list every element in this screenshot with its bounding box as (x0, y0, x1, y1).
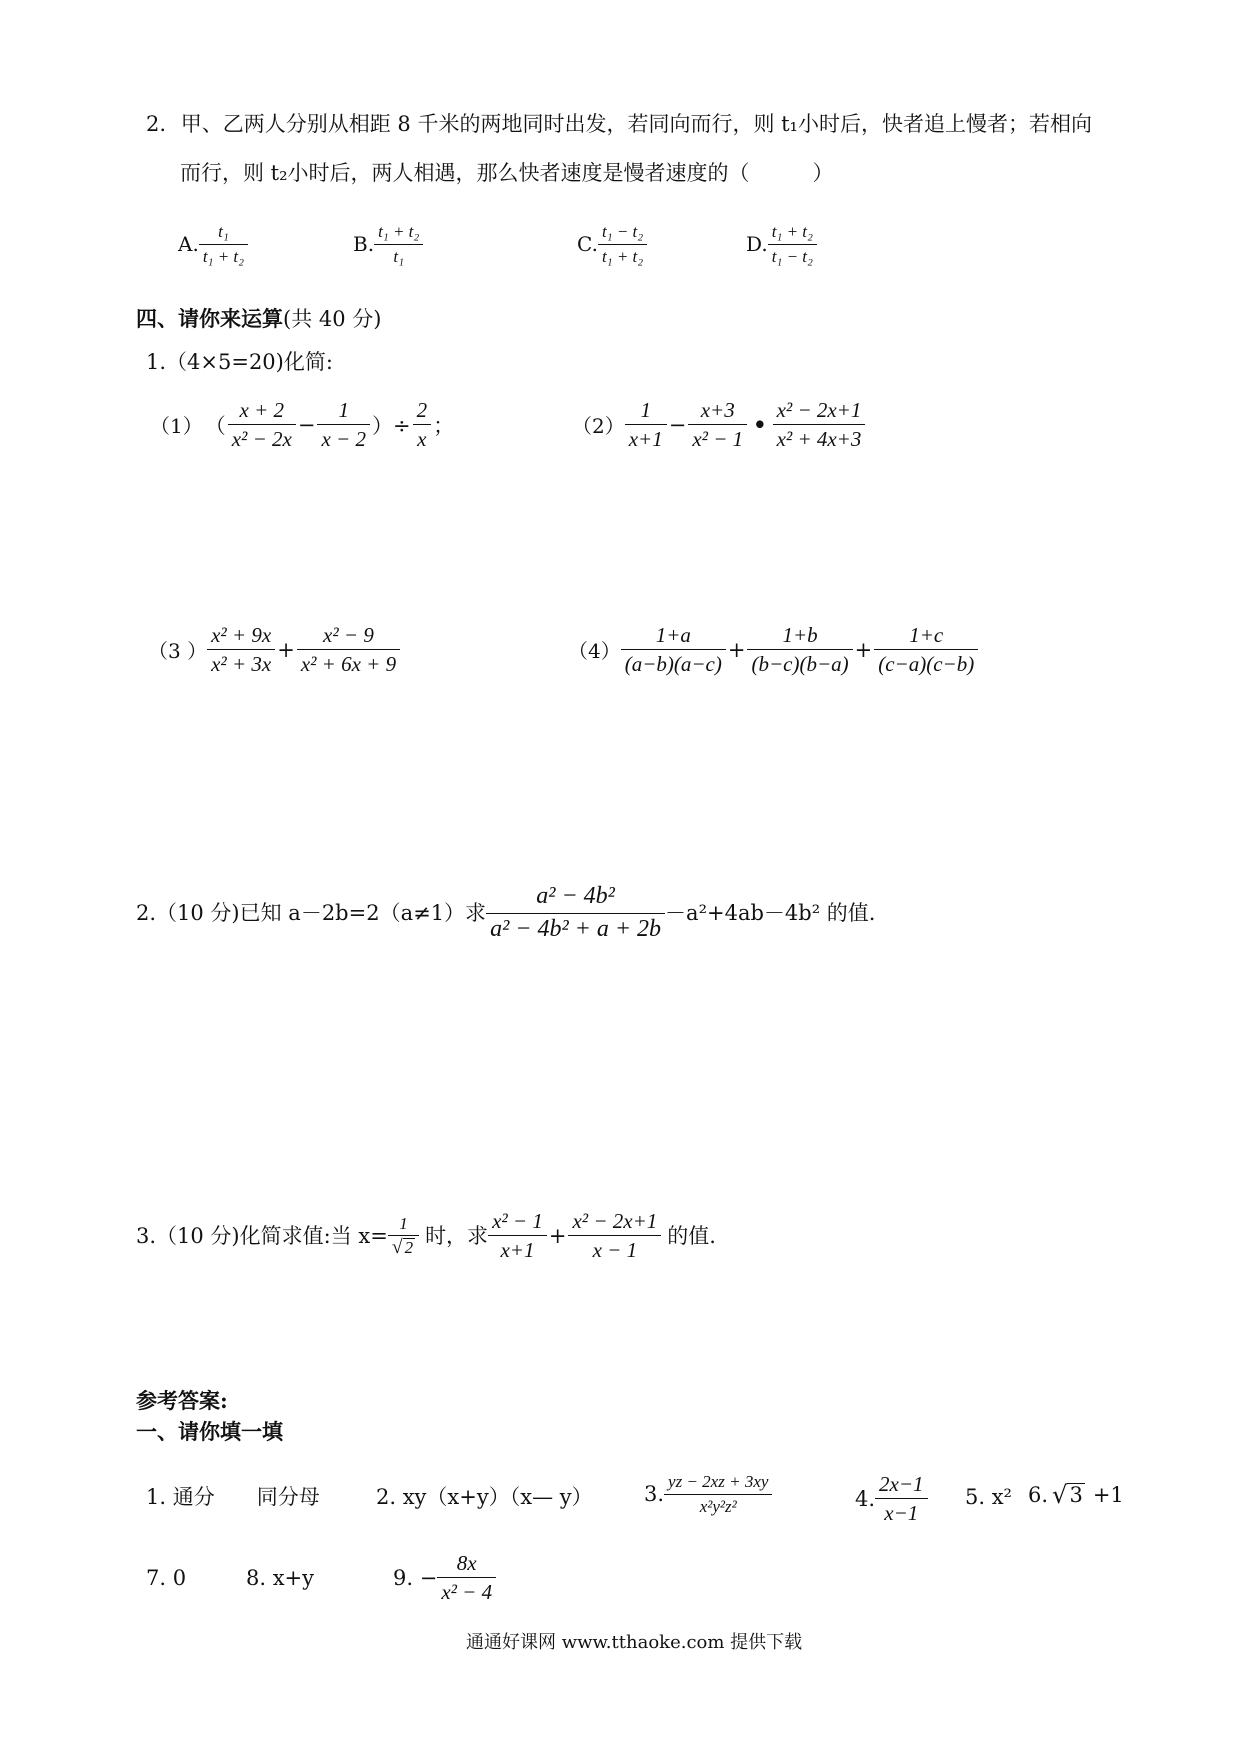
option-a[interactable] (178, 222, 248, 266)
q1-part2-frac1-num: 1 (640, 398, 651, 422)
option-c-den: t₁ + t₂ (601, 246, 644, 266)
section-4-heading (136, 305, 381, 333)
q2 (136, 883, 875, 943)
option-d-num: t₁ + t₂ (771, 222, 813, 241)
q1-part3 (148, 623, 400, 676)
answer-9-den: x² − 4 (441, 1580, 493, 1605)
q1-part1-frac3 (413, 398, 432, 451)
answers-title: 参考答案: (136, 1388, 228, 1413)
option-c-num: t₁ − t₂ (601, 222, 644, 241)
q1-part4-frac3-den: (c−a)(c−b) (878, 652, 975, 677)
answer-4-label: 4. (855, 1486, 876, 1511)
answer-3-label: 3. (644, 1482, 665, 1507)
q3-x-den (388, 1238, 419, 1258)
option-d-fraction (768, 222, 817, 266)
answer-6 (1028, 1481, 1124, 1509)
section-4-title: 四、请你来运算 (136, 306, 283, 331)
footer-source: 通通好课网 www.tthaoke.com 提供下载 (466, 1632, 803, 1653)
q3-mid: 时，求 (425, 1223, 489, 1248)
answer-3-num: yz − 2xz + 3xy (668, 1472, 769, 1491)
option-a-label: A. (178, 232, 199, 257)
answer-4 (855, 1472, 928, 1525)
q1-part1-frac1-den: x² − 2x (231, 427, 292, 452)
q1-part4-frac3 (874, 623, 978, 676)
q1-part2 (572, 398, 865, 451)
option-d-label: D. (746, 232, 768, 257)
q3-frac2-den: x − 1 (592, 1238, 638, 1263)
answer-3-fraction (664, 1472, 772, 1516)
answer-4-den: x−1 (884, 1501, 919, 1526)
problem-2-number: 2. (146, 112, 167, 136)
q1-part2-frac2-num: x+3 (700, 398, 735, 422)
q1-part1-frac2 (317, 398, 370, 451)
section-4-score: (共 40 分) (283, 307, 382, 331)
q3-x-num: 1 (399, 1213, 408, 1233)
option-a-fraction (199, 222, 248, 266)
q1-part4-frac1-den: (a−b)(a−c) (624, 652, 722, 677)
q3-x-radicand: 2 (404, 1238, 414, 1258)
answer-9-label: 9. − (393, 1565, 438, 1590)
option-c[interactable] (577, 222, 647, 266)
q1-part1-frac1-num: x + 2 (239, 398, 285, 422)
q1-heading: 1.（4×5=20)化简: (146, 350, 333, 374)
answer-5: 5. x² (965, 1485, 1012, 1509)
answer-9-fraction (437, 1551, 496, 1604)
q1-part4-plus1: + (727, 637, 746, 662)
q1-part4-frac2 (747, 623, 852, 676)
q2-prefix: 2.（10 分)已知 a－2b=2（a≠1）求 (136, 901, 487, 926)
q1-part4-frac1 (621, 623, 726, 676)
answers-section-1: 一、请你填一填 (136, 1419, 283, 1444)
q1-part3-frac1-den: x² + 3x (211, 652, 272, 677)
q1-part3-frac2 (297, 623, 400, 676)
q3 (136, 1209, 716, 1262)
q1-part3-frac1-num: x² + 9x (211, 623, 272, 647)
q1-part3-label: （3 ） (148, 639, 208, 664)
problem-2-text1: 甲、乙两人分别从相距 8 千米的两地同时出发，若同向而行，则 t₁小时后，快者追上慢者；若相向 (180, 112, 1092, 136)
option-a-num: t₁ (218, 222, 229, 241)
q1-part1-close: ）÷ (371, 413, 411, 438)
q1-part4-plus2: + (854, 637, 873, 662)
q1-part2-frac3-den: x² + 4x+3 (776, 427, 862, 452)
option-b[interactable] (353, 222, 423, 266)
answer-3-den: x²y²z² (699, 1496, 737, 1516)
option-a-den: t₁ + t₂ (202, 246, 245, 266)
q1-part4-frac1-num: 1+a (655, 623, 691, 647)
q2-den: a² − 4b² + a + 2b (490, 915, 662, 942)
q1-part2-minus: − (668, 412, 687, 437)
option-c-label: C. (577, 232, 598, 257)
q2-num: a² − 4b² (536, 883, 615, 909)
q3-frac1 (488, 1209, 547, 1262)
answer-9 (393, 1551, 496, 1604)
answer-1: 1. 通分 同分母 (146, 1485, 320, 1509)
q1-part2-frac1-den: x+1 (628, 427, 663, 452)
option-b-fraction (374, 222, 423, 266)
sqrt-icon: √ 3 (1052, 1480, 1083, 1509)
q3-suffix: 的值. (667, 1223, 716, 1248)
q2-fraction (486, 883, 665, 943)
option-c-fraction (598, 222, 647, 266)
q3-plus: + (548, 1223, 567, 1248)
q1-part2-frac3-num: x² − 2x+1 (776, 398, 862, 422)
q2-suffix: －a²+4ab－4b² 的值. (665, 901, 876, 926)
q1-part4 (568, 623, 978, 676)
q1-part2-frac1 (625, 398, 667, 451)
q1-part2-frac2-den: x² − 1 (692, 427, 744, 452)
q1-part1-frac1 (228, 398, 296, 451)
answer-9-num: 8x (456, 1551, 477, 1575)
q1-part4-frac2-num: 1+b (782, 623, 818, 647)
answer-6-suffix: +1 (1092, 1483, 1124, 1507)
q1-part1-frac2-den: x − 2 (321, 427, 366, 452)
option-d-den: t₁ − t₂ (771, 246, 813, 266)
q3-frac1-num: x² − 1 (492, 1209, 543, 1233)
q1-part1-end: ； (433, 413, 455, 438)
q1-part1-frac3-num: 2 (416, 398, 428, 422)
problem-2-line1 (146, 110, 1092, 138)
q3-x-value (388, 1214, 419, 1258)
answer-6-radicand: 3 (1069, 1482, 1083, 1507)
q3-frac1-den: x+1 (500, 1238, 535, 1263)
q1-part1-frac2-num: 1 (338, 398, 349, 422)
answer-4-fraction (875, 1472, 928, 1525)
q1-part3-frac2-den: x² + 6x + 9 (300, 652, 397, 677)
answer-8: 8. x+y (246, 1566, 315, 1590)
q1-part1 (150, 398, 456, 451)
option-b-den: t₁ (393, 246, 404, 266)
q1-part3-frac1 (207, 623, 275, 676)
q1-part3-plus: + (277, 637, 295, 662)
answer-6-label: 6. (1028, 1483, 1049, 1507)
q1-part4-label: （4） (568, 639, 621, 664)
q1-part1-open: （ (204, 413, 226, 438)
q3-prefix: 3.（10 分)化简求值:当 x= (136, 1223, 388, 1248)
answer-4-num: 2x−1 (879, 1472, 924, 1496)
answer-7: 7. 0 (146, 1566, 187, 1590)
answer-2: 2. xy（x+y）（x— y） (376, 1485, 593, 1509)
problem-2-line2: 而行，则 t₂小时后，两人相遇，那么快者速度是慢者速度的（ ） (180, 161, 834, 185)
q1-part2-frac2 (688, 398, 747, 451)
sqrt-icon: √ 2 (391, 1237, 414, 1259)
q1-part2-frac3 (773, 398, 866, 451)
q1-part2-label: （2） (572, 414, 625, 439)
option-b-num: t₁ + t₂ (378, 222, 420, 241)
answer-3 (644, 1472, 772, 1516)
q1-part1-label: （1） (150, 414, 203, 439)
q3-frac2 (568, 1209, 661, 1262)
q1-part2-dot: • (753, 412, 767, 438)
q1-part4-frac2-den: (b−c)(b−a) (751, 652, 849, 677)
q1-part4-frac3-num: 1+c (909, 623, 944, 647)
option-d[interactable] (746, 222, 817, 266)
q1-part1-frac3-den: x (417, 427, 427, 452)
option-b-label: B. (353, 232, 375, 257)
q1-part1-minus: − (297, 412, 316, 437)
q3-frac2-num: x² − 2x+1 (572, 1209, 658, 1233)
q1-part3-frac2-num: x² − 9 (323, 623, 374, 647)
